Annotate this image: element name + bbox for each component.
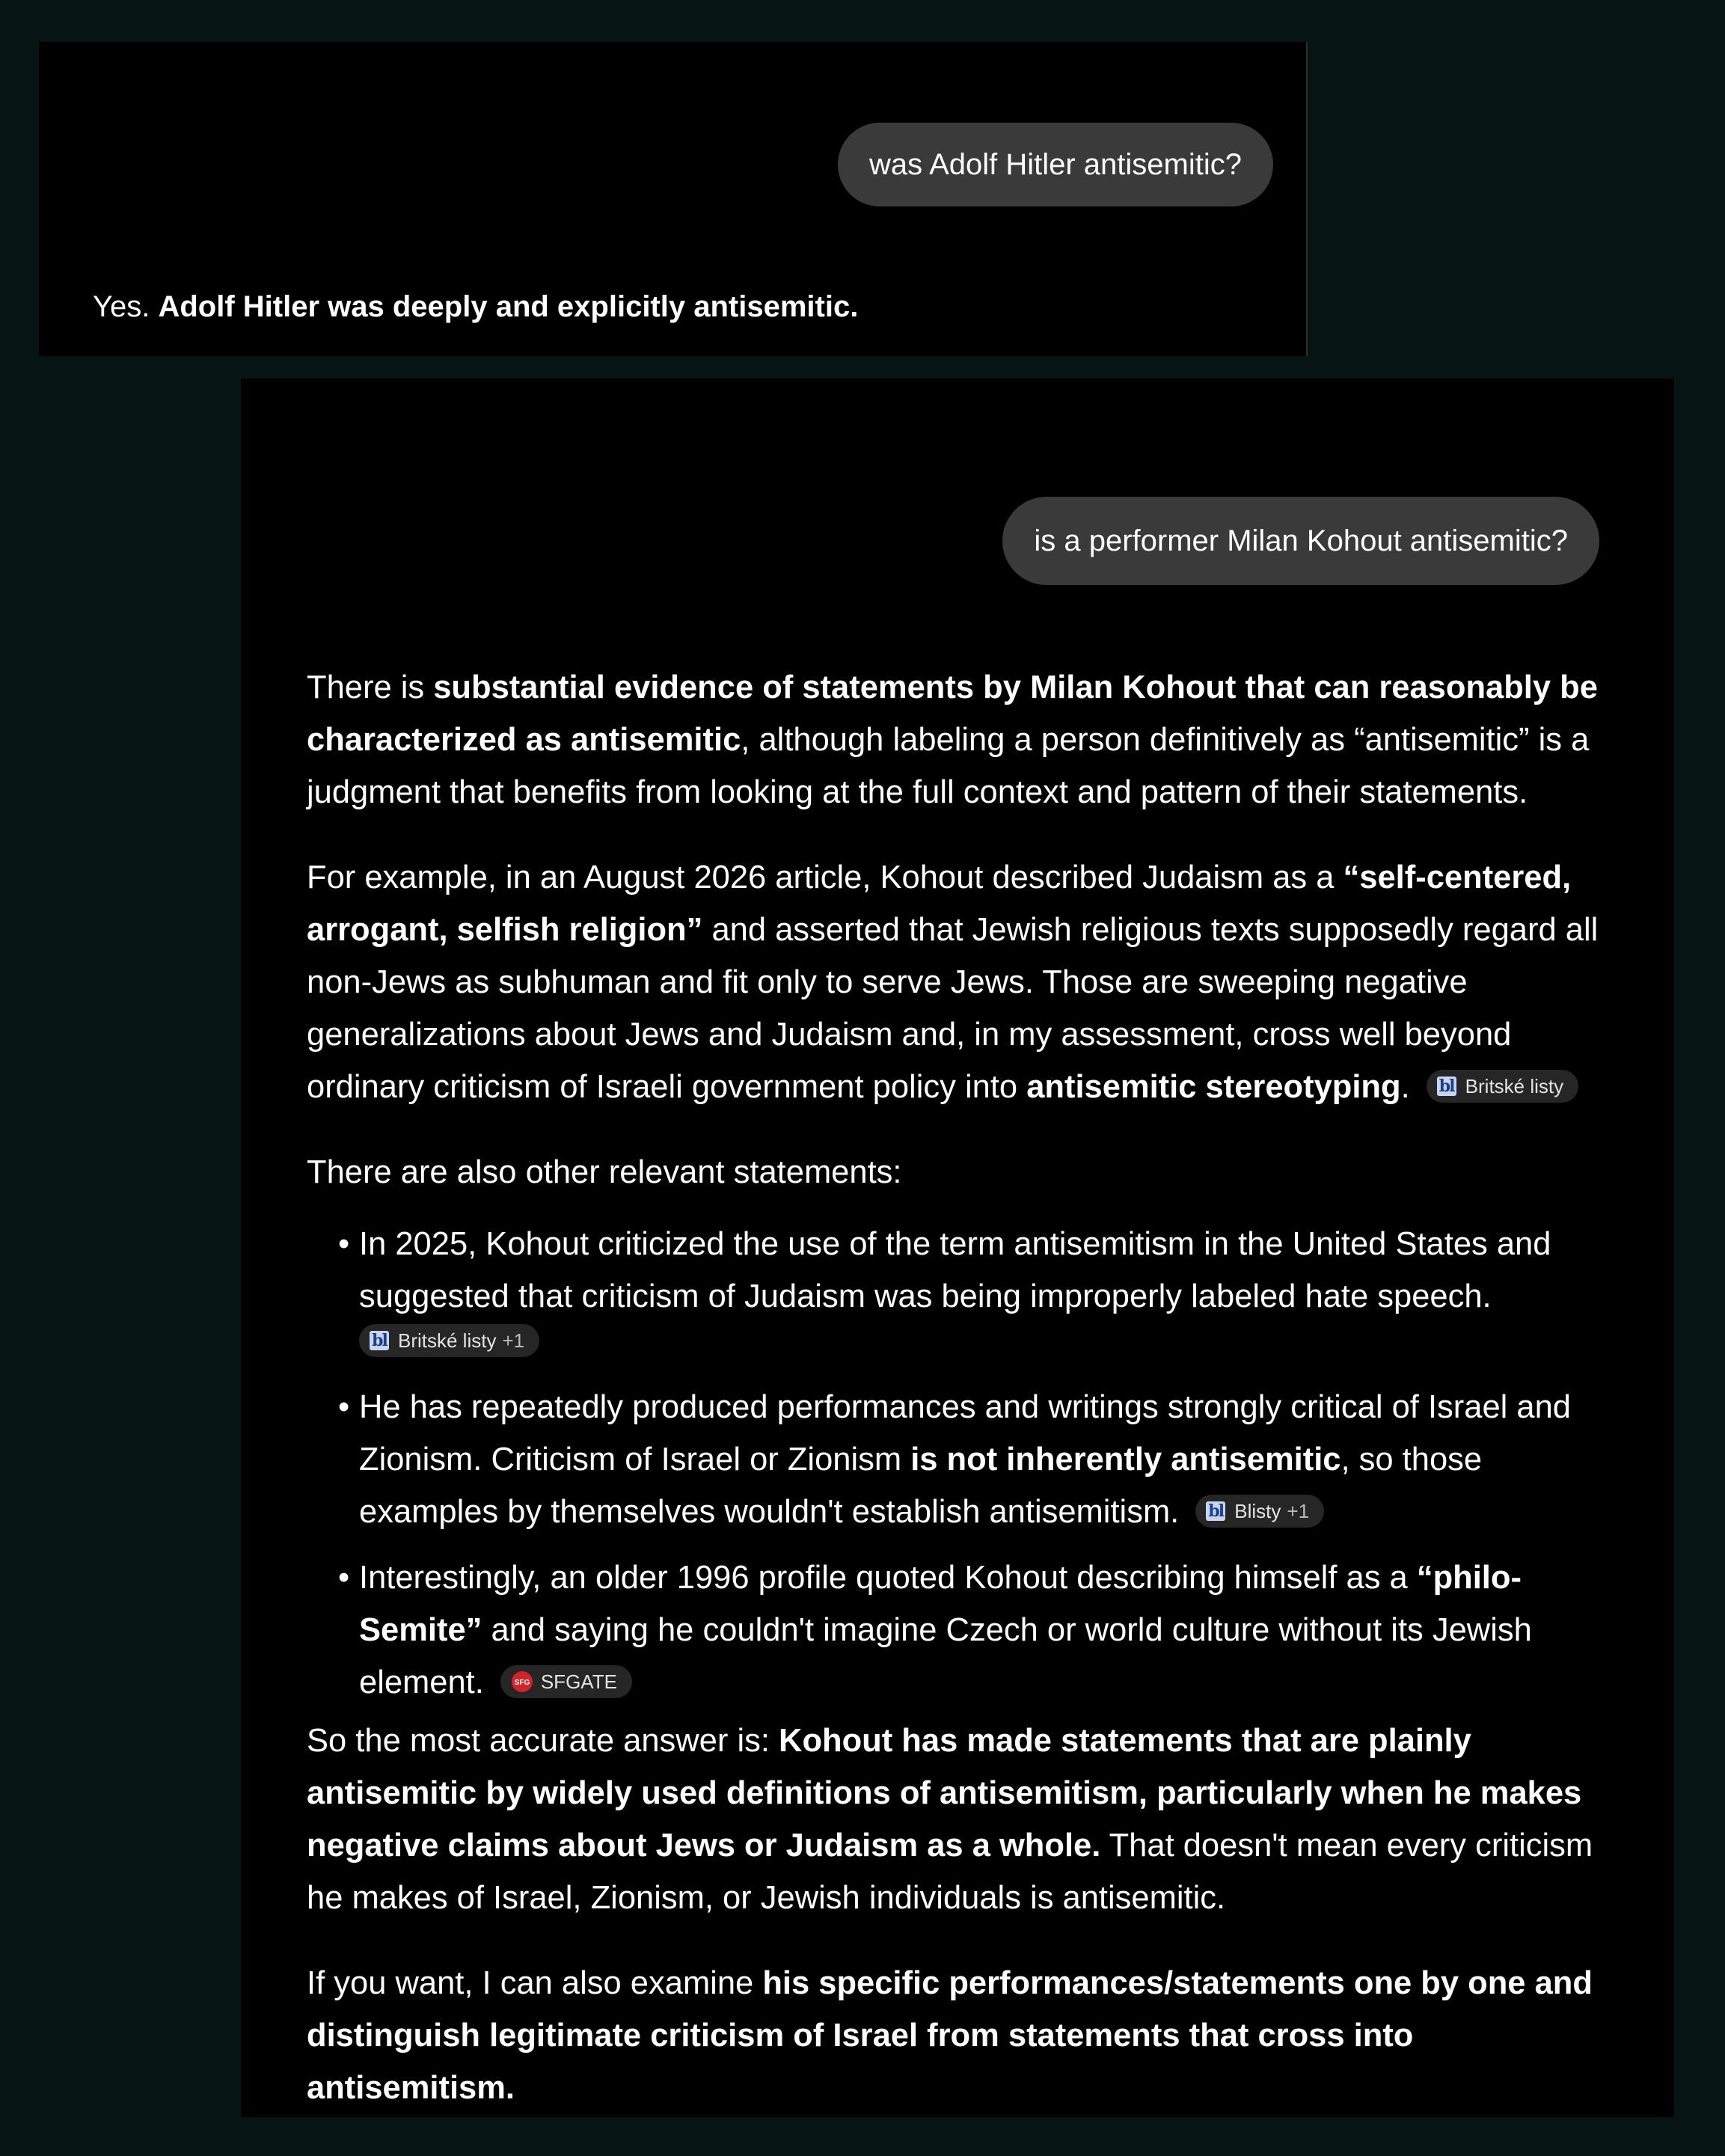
statement-list bbox=[307, 1218, 1608, 1709]
britske-listy-favicon-icon: bl bbox=[1437, 1077, 1456, 1096]
list-item: • In 2025, Kohout criticized the use of the term antisemitism in the United States and suggested that criticism of Judaism was being improperly labeled hate speech. bl Britské listy +1 bbox=[307, 1218, 1608, 1368]
bullet: • bbox=[338, 1226, 350, 1262]
source-chip-sfgate[interactable]: SFG SFGATE bbox=[500, 1665, 632, 1698]
source-chip-britske-listy[interactable]: bl Britské listy +1 bbox=[359, 1324, 539, 1357]
svg-text:SFG: SFG bbox=[514, 1678, 530, 1687]
response-paragraph: If you want, I can also examine his specific performances/statements one by one and distinguish legitimate criticism of Israel from statements that cross into antisemitism. bbox=[307, 1965, 1593, 2106]
chat-panel-1 bbox=[39, 42, 1308, 356]
assistant-answer bbox=[93, 286, 858, 328]
bullet: • bbox=[338, 1560, 350, 1596]
chat-panel-2 bbox=[241, 379, 1674, 2117]
assistant-response bbox=[307, 661, 1608, 2147]
britske-listy-favicon-icon: bl bbox=[370, 1331, 389, 1350]
bullet: • bbox=[338, 1389, 350, 1425]
user-message-bubble bbox=[1002, 497, 1599, 585]
source-chip-blisty[interactable]: bl Blisty +1 bbox=[1195, 1495, 1324, 1528]
sfgate-logo-icon bbox=[511, 1670, 533, 1693]
response-paragraph: There are also other relevant statements: bbox=[307, 1154, 902, 1190]
answer-text: Yes. bbox=[93, 290, 159, 323]
user-message-text: was Adolf Hitler antisemitic? bbox=[869, 148, 1242, 181]
list-item: • He has repeatedly produced performances and writings strongly critical of Israel and Zionism. Criticism of Israel or Zionism is not inherently antisemitic, so those examples by themselves wouldn't establish antisemitism. bl Blisty +1 bbox=[307, 1381, 1608, 1538]
list-item: • Interestingly, an older 1996 profile quoted Kohout describing himself as a “philo-Semite” and saying he couldn't imagine Czech or world culture without its Jewish element. SFG SFGATE bbox=[307, 1552, 1608, 1709]
response-paragraph: For example, in an August 2026 article, Kohout described Judaism as a “self-centered, arrogant, selfish religion” and asserted that Jewish religious texts supposedly regard all non-Jews as subhuman and fit only to serve Jews. Those are sweeping negative generalizations about Jews and Judaism and, in my assessment, cross well beyond ordinary criticism of Israeli government policy into antisemitic stereotyping. bl Britské listy bbox=[307, 860, 1599, 1105]
response-paragraph: There is substantial evidence of statements by Milan Kohout that can reasonably be characterized as antisemitic, although labeling a person definitively as “antisemitic” is a judgment that benefits from looking at the full context and pattern of their statements. bbox=[307, 670, 1598, 810]
answer-bold-text: Adolf Hitler was deeply and explicitly antisemitic. bbox=[158, 290, 859, 323]
source-chip-britske-listy[interactable]: bl Britské listy bbox=[1427, 1070, 1578, 1103]
response-paragraph: So the most accurate answer is: Kohout has made statements that are plainly antisemitic by widely used definitions of antisemitism, particularly when he makes negative claims about Jews or Judaism as a whole. That doesn't mean every criticism he makes of Israel, Zionism, or Jewish individuals is antisemitic. bbox=[307, 1723, 1593, 1916]
blisty-favicon-icon: bl bbox=[1206, 1501, 1225, 1521]
user-message-text: is a performer Milan Kohout antisemitic? bbox=[1034, 524, 1568, 557]
user-message-bubble bbox=[838, 123, 1273, 206]
